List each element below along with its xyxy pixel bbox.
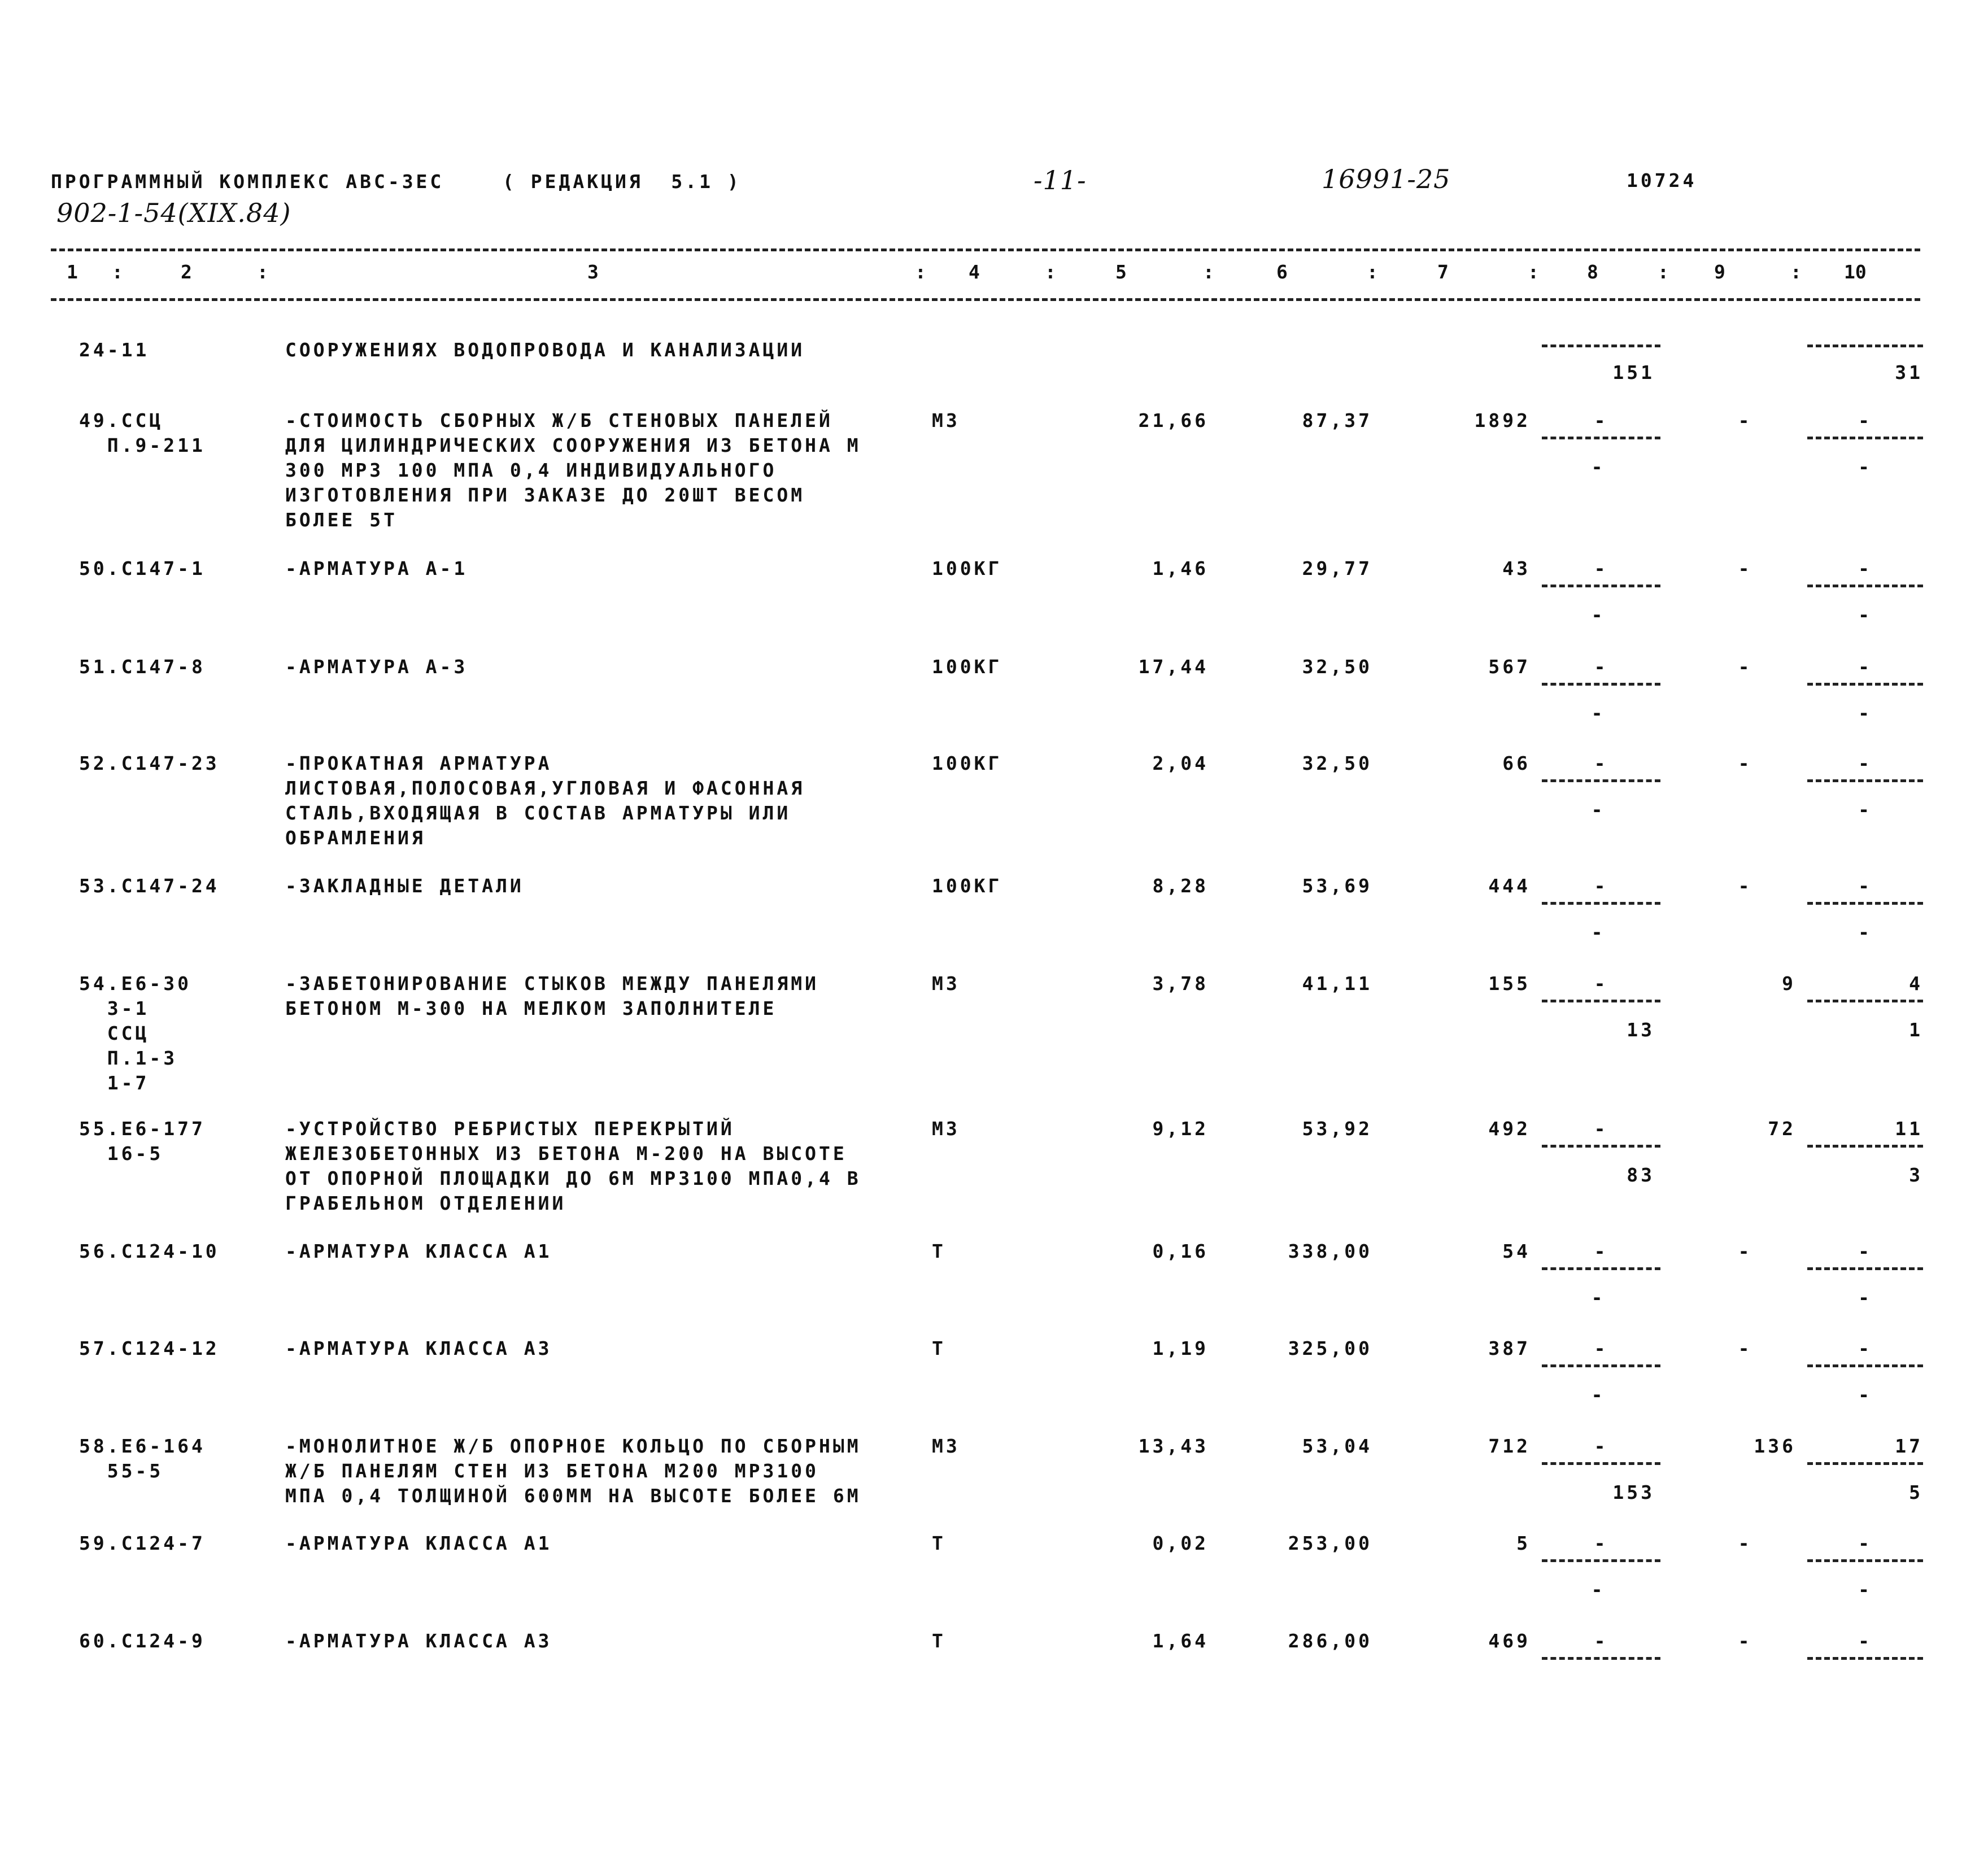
col9-cell: - <box>1738 557 1752 579</box>
col10-top: - <box>1858 875 1872 897</box>
quantity-cell: 8,28 <box>1152 875 1209 897</box>
col8-bottom: - <box>1591 1287 1606 1309</box>
document-code: 16991-25 <box>1322 164 1451 194</box>
unit-price-cell: 32,50 <box>1302 752 1372 774</box>
unit-cell: М3 <box>932 409 960 431</box>
row-code <box>79 971 191 1096</box>
col8-fraction-line <box>1542 1267 1660 1270</box>
col-separator: : <box>1658 261 1669 283</box>
col8-top: - <box>1594 1118 1608 1140</box>
unit-cell: Т <box>932 1630 946 1652</box>
row-code <box>79 1531 206 1556</box>
unit-cell: Т <box>932 1532 946 1554</box>
quantity-cell: 0,02 <box>1152 1532 1209 1554</box>
col-3-header: 3 <box>587 261 599 283</box>
description-line: -АРМАТУРА КЛАССА А3 <box>285 1630 552 1652</box>
col-4-header: 4 <box>969 261 980 283</box>
col10-bottom: 31 <box>1895 361 1923 383</box>
code-line: 52.С147-23 <box>79 752 220 774</box>
code-line: ССЦ <box>79 1022 150 1044</box>
quantity-cell: 21,66 <box>1138 409 1209 431</box>
description-line: -ПРОКАТНАЯ АРМАТУРА <box>285 752 552 774</box>
unit-price-cell: 53,92 <box>1302 1118 1372 1140</box>
row-description <box>285 655 468 679</box>
row-code <box>79 556 206 581</box>
col8-top: - <box>1594 1240 1608 1262</box>
col8-fraction-line <box>1542 1559 1660 1562</box>
unit-cell: Т <box>932 1337 946 1359</box>
row-description <box>285 751 805 851</box>
row-code <box>79 655 206 679</box>
description-line: БЕТОНОМ М-300 НА МЕЛКОМ ЗАПОЛНИТЕЛЕ <box>285 997 777 1019</box>
code-line: 3-1 <box>79 997 150 1019</box>
col10-bottom: 3 <box>1909 1164 1923 1186</box>
col8-fraction-line <box>1542 902 1660 905</box>
code-line: 24-11 <box>79 339 150 361</box>
col-7-header: 7 <box>1437 261 1449 283</box>
col10-top: - <box>1858 409 1872 431</box>
col10-fraction-line <box>1807 1462 1923 1465</box>
code-line: 59.С124-7 <box>79 1532 206 1554</box>
col10-fraction-line <box>1807 1559 1923 1562</box>
col8-bottom: - <box>1591 702 1606 724</box>
code-line: П.9-211 <box>79 434 206 456</box>
col8-top: - <box>1594 1435 1608 1457</box>
description-line: -ЗАКЛАДНЫЕ ДЕТАЛИ <box>285 875 524 897</box>
col10-fraction-line <box>1807 1000 1923 1002</box>
col10-top: 4 <box>1909 973 1923 995</box>
col8-bottom: - <box>1591 1384 1606 1406</box>
col8-bottom: 13 <box>1627 1019 1655 1041</box>
unit-cell: 100КГ <box>932 752 1002 774</box>
total-cost-cell: 1892 <box>1474 409 1531 431</box>
unit-price-cell: 53,69 <box>1302 875 1372 897</box>
row-code <box>79 408 206 458</box>
col9-cell: - <box>1738 656 1752 678</box>
description-line: ЖЕЛЕЗОБЕТОННЫХ ИЗ БЕТОНА М-200 НА ВЫСОТЕ <box>285 1143 847 1165</box>
row-description <box>285 1239 552 1264</box>
col10-bottom: - <box>1858 799 1872 821</box>
code-line: 58.Е6-164 <box>79 1435 206 1457</box>
col8-fraction-line <box>1542 779 1660 782</box>
col10-top: - <box>1858 557 1872 579</box>
row-description <box>285 1531 552 1556</box>
quantity-cell: 0,16 <box>1152 1240 1209 1262</box>
total-cost-cell: 492 <box>1488 1118 1531 1140</box>
col8-bottom: 83 <box>1627 1164 1655 1186</box>
row-code <box>79 751 220 776</box>
col-separator: : <box>1790 261 1802 283</box>
quantity-cell: 9,12 <box>1152 1118 1209 1140</box>
col8-bottom: - <box>1591 799 1606 821</box>
col10-bottom: - <box>1858 1578 1872 1601</box>
quantity-cell: 1,64 <box>1152 1630 1209 1652</box>
col10-top: - <box>1858 656 1872 678</box>
description-line: -УСТРОЙСТВО РЕБРИСТЫХ ПЕРЕКРЫТИЙ <box>285 1118 735 1140</box>
col9-cell: - <box>1738 875 1752 897</box>
unit-cell: М3 <box>932 1118 960 1140</box>
col10-fraction-line <box>1807 683 1923 686</box>
code-line: 1-7 <box>79 1072 150 1094</box>
description-line: -АРМАТУРА КЛАССА А3 <box>285 1337 552 1359</box>
unit-cell: Т <box>932 1240 946 1262</box>
col9-cell: - <box>1738 1337 1752 1359</box>
total-cost-cell: 712 <box>1488 1435 1531 1457</box>
col10-fraction-line <box>1807 1657 1923 1660</box>
unit-cell: 100КГ <box>932 875 1002 897</box>
row-code <box>79 1117 206 1166</box>
row-code <box>79 874 220 899</box>
description-line: -СТОИМОСТЬ СБОРНЫХ Ж/Б СТЕНОВЫХ ПАНЕЛЕЙ <box>285 409 833 431</box>
col8-fraction-line <box>1542 1145 1660 1148</box>
unit-cell: 100КГ <box>932 656 1002 678</box>
unit-price-cell: 325,00 <box>1288 1337 1372 1359</box>
col9-cell: 136 <box>1754 1435 1796 1457</box>
col9-cell: - <box>1738 1630 1752 1652</box>
col10-bottom: - <box>1858 702 1872 724</box>
description-line: ЛИСТОВАЯ,ПОЛОСОВАЯ,УГЛОВАЯ И ФАСОННАЯ <box>285 777 805 799</box>
unit-cell: М3 <box>932 1435 960 1457</box>
code-line: 54.Е6-30 <box>79 973 191 995</box>
col10-bottom: 1 <box>1909 1019 1923 1041</box>
col-10-header: 10 <box>1844 261 1867 283</box>
unit-price-cell: 29,77 <box>1302 557 1372 579</box>
row-code <box>79 338 149 363</box>
col10-bottom: 5 <box>1909 1481 1923 1503</box>
unit-cell: 100КГ <box>932 557 1002 579</box>
row-description <box>285 1434 861 1508</box>
col8-top: - <box>1594 973 1608 995</box>
col10-fraction-line <box>1807 437 1923 439</box>
program-title: ПРОГРАММНЫЙ КОМПЛЕКС АВС-3ЕС <box>51 171 444 193</box>
col8-top: - <box>1594 752 1608 774</box>
row-code <box>79 1629 206 1654</box>
col9-cell: 9 <box>1782 973 1796 995</box>
col8-fraction-line <box>1542 585 1660 587</box>
quantity-cell: 17,44 <box>1138 656 1209 678</box>
col10-fraction-line <box>1807 1267 1923 1270</box>
col-separator: : <box>112 261 123 283</box>
col8-bottom: 151 <box>1612 361 1655 383</box>
description-line: -АРМАТУРА А-1 <box>285 557 468 579</box>
unit-price-cell: 53,04 <box>1302 1435 1372 1457</box>
code-line: 53.С147-24 <box>79 875 220 897</box>
row-description <box>285 1629 552 1654</box>
col10-top: - <box>1858 752 1872 774</box>
description-line: БОЛЕЕ 5Т <box>285 509 398 531</box>
col-separator: : <box>1367 261 1378 283</box>
description-line: СООРУЖЕНИЯХ ВОДОПРОВОДА И КАНАЛИЗАЦИИ <box>285 339 805 361</box>
col-separator: : <box>915 261 926 283</box>
total-cost-cell: 43 <box>1502 557 1531 579</box>
description-line: Ж/Б ПАНЕЛЯМ СТЕН ИЗ БЕТОНА М200 МРЗ100 <box>285 1460 819 1482</box>
quantity-cell: 13,43 <box>1138 1435 1209 1457</box>
col8-fraction-line <box>1542 437 1660 439</box>
col9-cell: 72 <box>1768 1118 1796 1140</box>
unit-price-cell: 87,37 <box>1302 409 1372 431</box>
total-cost-cell: 469 <box>1488 1630 1531 1652</box>
col8-fraction-line <box>1542 1462 1660 1465</box>
col8-bottom: - <box>1591 604 1606 626</box>
total-cost-cell: 155 <box>1488 973 1531 995</box>
description-line: ГРАБЕЛЬНОМ ОТДЕЛЕНИИ <box>285 1192 566 1214</box>
row-description <box>285 408 861 533</box>
col10-fraction-line <box>1807 585 1923 587</box>
col-9-header: 9 <box>1714 261 1725 283</box>
col8-top: - <box>1594 1337 1608 1359</box>
col9-cell: - <box>1738 752 1752 774</box>
col-2-header: 2 <box>181 261 192 283</box>
col10-bottom: - <box>1858 604 1872 626</box>
col10-bottom: - <box>1858 1384 1872 1406</box>
col8-fraction-line <box>1542 1000 1660 1002</box>
total-cost-cell: 387 <box>1488 1337 1531 1359</box>
sheet-number: 10724 <box>1627 169 1697 191</box>
col-separator: : <box>1045 261 1056 283</box>
col-separator: : <box>1528 261 1539 283</box>
description-line: -МОНОЛИТНОЕ Ж/Б ОПОРНОЕ КОЛЬЦО ПО СБОРНЫМ <box>285 1435 861 1457</box>
col-separator: : <box>257 261 268 283</box>
unit-price-cell: 253,00 <box>1288 1532 1372 1554</box>
col8-bottom: - <box>1591 1578 1606 1601</box>
col8-fraction-line <box>1542 1364 1660 1367</box>
col8-fraction-line <box>1542 683 1660 686</box>
col10-top: - <box>1858 1630 1872 1652</box>
col8-fraction-line <box>1542 345 1660 347</box>
col8-top: - <box>1594 1532 1608 1554</box>
col10-fraction-line <box>1807 345 1923 347</box>
code-line: 16-5 <box>79 1143 164 1165</box>
col-6-header: 6 <box>1276 261 1288 283</box>
quantity-cell: 1,46 <box>1152 557 1209 579</box>
col9-cell: - <box>1738 409 1752 431</box>
col10-top: - <box>1858 1532 1872 1554</box>
edition-label: ( РЕДАКЦИЯ 5.1 ) <box>503 171 742 193</box>
header-top-rule <box>51 248 1920 251</box>
col10-top: 17 <box>1895 1435 1923 1457</box>
col-separator: : <box>1203 261 1214 283</box>
col10-fraction-line <box>1807 1145 1923 1148</box>
code-line: 60.С124-9 <box>79 1630 206 1652</box>
col10-top: 11 <box>1895 1118 1923 1140</box>
row-description <box>285 556 468 581</box>
code-line: 56.С124-10 <box>79 1240 220 1262</box>
code-line: 55-5 <box>79 1460 164 1482</box>
col9-cell: - <box>1738 1240 1752 1262</box>
total-cost-cell: 444 <box>1488 875 1531 897</box>
unit-cell: М3 <box>932 973 960 995</box>
row-description <box>285 1336 552 1361</box>
code-line: 55.Е6-177 <box>79 1118 206 1140</box>
description-line: ОБРАМЛЕНИЯ <box>285 827 426 849</box>
col8-top: - <box>1594 409 1608 431</box>
col10-fraction-line <box>1807 1364 1923 1367</box>
unit-price-cell: 286,00 <box>1288 1630 1372 1652</box>
header-bottom-rule <box>51 298 1920 301</box>
unit-price-cell: 41,11 <box>1302 973 1372 995</box>
row-description <box>285 971 819 1021</box>
code-line: 49.ССЦ <box>79 409 164 431</box>
quantity-cell: 3,78 <box>1152 973 1209 995</box>
row-description <box>285 874 524 899</box>
code-line: 57.С124-12 <box>79 1337 220 1359</box>
quantity-cell: 2,04 <box>1152 752 1209 774</box>
col10-bottom: - <box>1858 1287 1872 1309</box>
description-line: -АРМАТУРА А-3 <box>285 656 468 678</box>
unit-price-cell: 338,00 <box>1288 1240 1372 1262</box>
col10-fraction-line <box>1807 779 1923 782</box>
description-line: МПА 0,4 ТОЛЩИНОЙ 600ММ НА ВЫСОТЕ БОЛЕЕ 6М <box>285 1485 861 1507</box>
code-line: 51.С147-8 <box>79 656 206 678</box>
code-line: 50.С147-1 <box>79 557 206 579</box>
col-8-header: 8 <box>1587 261 1598 283</box>
col8-bottom: - <box>1591 456 1606 478</box>
project-code: 902-1-54(XIX.84) <box>56 198 291 228</box>
col8-top: - <box>1594 656 1608 678</box>
description-line: ОТ ОПОРНОЙ ПЛОЩАДКИ ДО 6М МРЗ100 МПА0,4 В <box>285 1167 861 1189</box>
col-1-header: 1 <box>67 261 78 283</box>
row-code <box>79 1239 220 1264</box>
col8-bottom: 153 <box>1612 1481 1655 1503</box>
quantity-cell: 1,19 <box>1152 1337 1209 1359</box>
total-cost-cell: 66 <box>1502 752 1531 774</box>
row-code <box>79 1434 206 1484</box>
row-description <box>285 1117 861 1216</box>
description-line: -АРМАТУРА КЛАССА А1 <box>285 1532 552 1554</box>
page-number: -11- <box>1034 165 1087 195</box>
col10-fraction-line <box>1807 902 1923 905</box>
description-line: -АРМАТУРА КЛАССА А1 <box>285 1240 552 1262</box>
col10-bottom: - <box>1858 921 1872 943</box>
description-line: 300 МРЗ 100 МПА 0,4 ИНДИВИДУАЛЬНОГО <box>285 459 777 481</box>
col10-top: - <box>1858 1337 1872 1359</box>
col8-bottom: - <box>1591 921 1606 943</box>
total-cost-cell: 5 <box>1516 1532 1531 1554</box>
row-description <box>285 338 805 363</box>
description-line: ИЗГОТОВЛЕНИЯ ПРИ ЗАКАЗЕ ДО 20ШТ ВЕСОМ <box>285 484 805 506</box>
row-code <box>79 1336 220 1361</box>
col8-top: - <box>1594 875 1608 897</box>
col8-top: - <box>1594 1630 1608 1652</box>
col10-bottom: - <box>1858 456 1872 478</box>
col-5-header: 5 <box>1115 261 1127 283</box>
col8-fraction-line <box>1542 1657 1660 1660</box>
col9-cell: - <box>1738 1532 1752 1554</box>
total-cost-cell: 567 <box>1488 656 1531 678</box>
code-line: П.1-3 <box>79 1047 178 1069</box>
col8-top: - <box>1594 557 1608 579</box>
total-cost-cell: 54 <box>1502 1240 1531 1262</box>
col10-top: - <box>1858 1240 1872 1262</box>
description-line: СТАЛЬ,ВХОДЯЩАЯ В СОСТАВ АРМАТУРЫ ИЛИ <box>285 802 791 824</box>
unit-price-cell: 32,50 <box>1302 656 1372 678</box>
description-line: ДЛЯ ЦИЛИНДРИЧЕСКИХ СООРУЖЕНИЯ ИЗ БЕТОНА М <box>285 434 861 456</box>
description-line: -ЗАБЕТОНИРОВАНИЕ СТЫКОВ МЕЖДУ ПАНЕЛЯМИ <box>285 973 819 995</box>
